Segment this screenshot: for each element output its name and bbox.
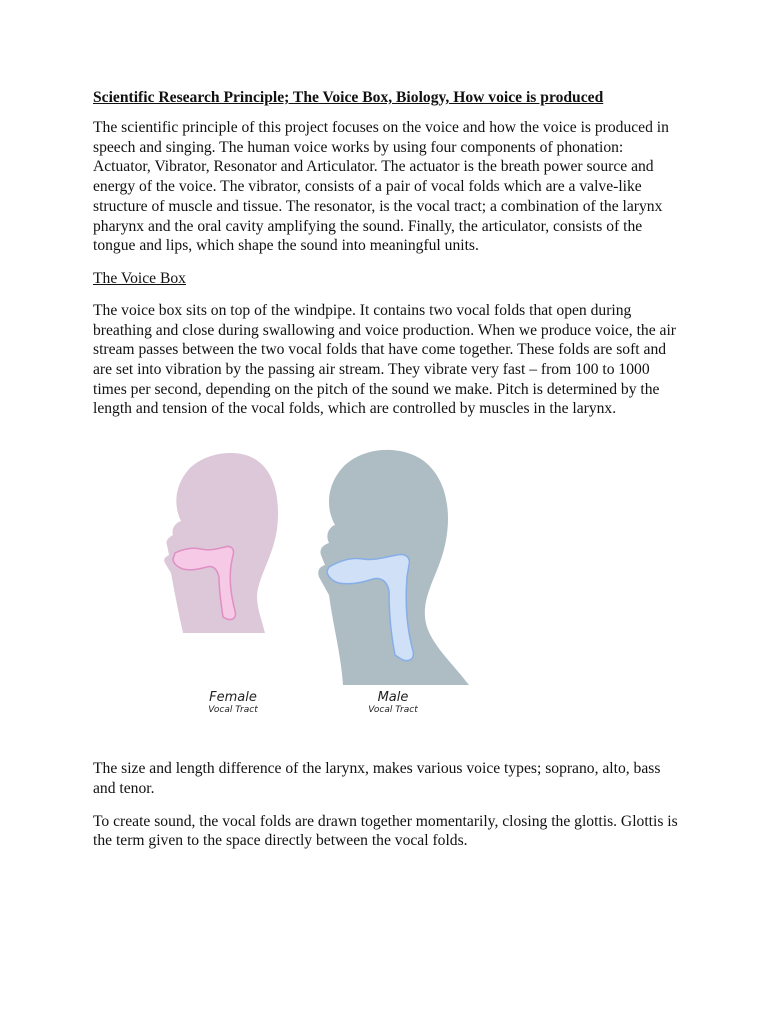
female-sublabel: Vocal Tract xyxy=(208,705,258,716)
intro-paragraph: The scientific principle of this project focuses on the voice and how the voice is produced in speech and singing. The human voice works by using four components of phonation: Actuator, Vibrator, Resonator and Articulator. The actuator is the breath power source and energy of the voice. The vibrator, consists of a pair of vocal folds which are a valve-like structure of muscle and tissue. The resonator, is the vocal tract; a combination of the larynx pharynx and the oral cavity amplifying the sound. Finally, the articulator, consists of the tongue and lips, which shape the sound into meaningful units. xyxy=(93,119,669,255)
male-sublabel: Vocal Tract xyxy=(368,705,418,716)
voice-box-paragraph: The voice box sits on top of the windpipe. It contains two vocal folds that open during breathing and close during swallowing and voice production. When we produce voice, the air stream passes between the two vocal folds that have come together. These folds are soft and are set into vibration by the passing air stream. They vibrate very fast – from 100 to 1000 times per second, depending on the pitch of the sound we make. Pitch is determined by the length and tension of the vocal folds, which are controlled by muscles in the larynx. xyxy=(93,301,676,418)
document-page xyxy=(93,88,683,864)
female-label: Female xyxy=(209,690,257,706)
larynx-paragraph: The size and length difference of the larynx, makes various voice types; soprano, alto, bass and tenor. xyxy=(93,760,661,797)
male-caption xyxy=(343,691,443,715)
vocal-tract-illustration xyxy=(153,445,493,685)
male-label: Male xyxy=(377,690,409,706)
vocal-tract-figure xyxy=(153,445,493,725)
document-title: Scientific Research Principle; The Voice Box, Biology, How voice is produced xyxy=(93,89,604,106)
glottis-paragraph: To create sound, the vocal folds are drawn together momentarily, closing the glottis. Glottis is the term given to the space directly between the vocal folds. xyxy=(93,812,678,850)
female-caption xyxy=(183,691,283,715)
voice-box-heading: The Voice Box xyxy=(93,269,186,287)
